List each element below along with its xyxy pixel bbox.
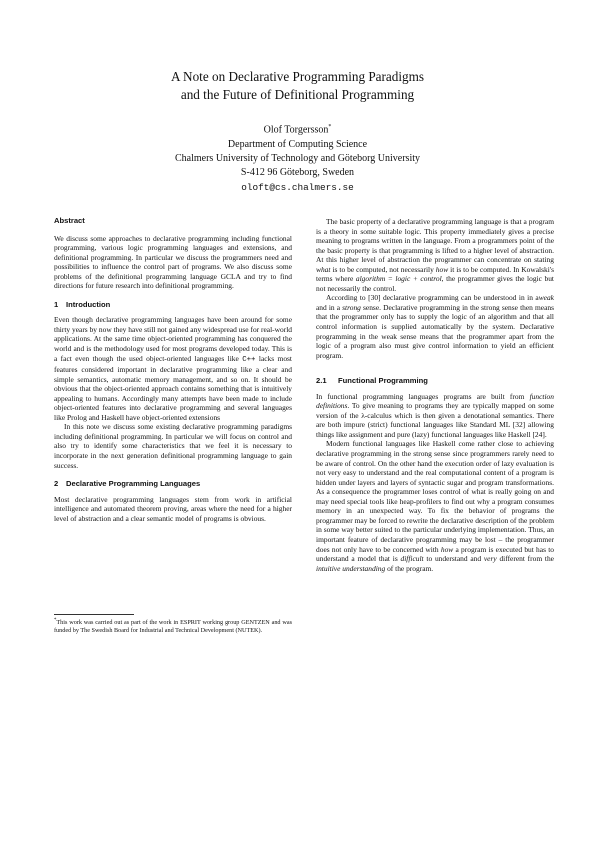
text-run: According to [30] declarative programming can be understood in in a: [326, 293, 539, 303]
footnote-text: This work was carried out as part of the work in ESPRIT working group GENTZEN and was funded by The Swedish Board for Industrial and Technical Development (NUTEK).: [54, 619, 292, 634]
left-column: [54, 216, 292, 523]
emphasis-strong: strong: [342, 302, 361, 312]
text-run: In functional programming languages programs are built from: [316, 391, 530, 401]
author-block: [0, 120, 595, 195]
section-2-1-number: 2.1: [316, 376, 327, 386]
title-line-1: A Note on Declarative Programming Paradigms: [170, 69, 425, 84]
section-2-title: Declarative Programming Languages: [66, 479, 201, 489]
formula: algorithm = logic + control: [355, 274, 442, 284]
section-1-paragraph-2: In this note we discuss some existing declarative programming paradigms including definitional programming. In particular we will focus on control and also try to identify some characteristics that we feel it is necessary to incorporate in the next generation definitional programming language to gain success.: [54, 422, 292, 470]
section-2-paragraph-2: [316, 217, 554, 293]
footnote-mark: *: [54, 618, 57, 623]
author-city: S-412 96 Göteborg, Sweden: [240, 167, 355, 179]
text-run: and in a: [316, 302, 343, 312]
text-run: to understand and: [423, 554, 484, 564]
emphasis-difficult: difficult: [400, 554, 424, 564]
code-cpp: C++: [242, 355, 256, 364]
section-2-1-heading: [316, 376, 554, 386]
emphasis-how: how: [440, 544, 454, 554]
emphasis-intuitive-understanding: intuitive understanding: [316, 563, 386, 573]
author-email: oloft@cs.chalmers.se: [241, 181, 354, 193]
text-run: lacks most features considered important in declarative programming like a clear and simple semantics, automatic memory management, and so on. It should be obvious that the object-oriented approach contains something that is intuitively appealing to humans. Accordingly many attempts have been made to include object-oriented features into declarative programming and several languages like Prolog and Haskell have object-oriented extensions: [54, 353, 293, 422]
text-run: Modern functional languages like Haskell come rather close to achieving declarative programming in the strong sense since programmers rarely need to be aware of control. On the other hand the execution order of lazy evaluation is not very easy to understand and the real computational content of a program is hidden under layers and layers of syntactic sugar and program transformations. As a consequence the programmer loses control of what is really going on and may need special tools like heap-profilers to find out why a program consumes memory in an unexpected way. To fix the behavior of programs the programmer may be forced to rewrite the declarative description of the problem in some way better suited to the particular underlying implementation. Thus, an important feature of declarative programming may be lost – the programmer does not only have to be concerned with: [316, 439, 554, 554]
author-name: Olof Torgersson: [263, 124, 329, 136]
section-2-1-title: Functional Programming: [338, 376, 428, 386]
text-run: is to be computed, not necessarily: [330, 264, 436, 274]
author-footnote-mark: *: [328, 124, 332, 130]
footnote-rule: [54, 614, 134, 615]
text-run: Even though declarative programming languages have been around for some thirty years by now they have still not gained any widespread use for real-world applications. At the same time object-oriented programming has conquered the world and is the methodology used for most programs developed today. This is a fact even though the used object-oriented languages like: [54, 315, 292, 363]
text-run: different from the: [496, 554, 554, 564]
author-name-line: [0, 120, 595, 138]
abstract-text: We discuss some approaches to declarative programming including functional programming, various logic programming languages and extensions, and definitional programming. In particular we discuss the programmers need and possibilities to influence the control part of programs. We also discuss some problems of the definitional programming language GCLA and try to find directions for future research into definitional programming.: [54, 233, 292, 291]
emphasis-very: very: [483, 554, 497, 564]
text-run: , the programmer gives the logic but not necessarily the control.: [316, 274, 554, 293]
text-run: sense. Declarative programming in the strong sense then means that the programmer only has to supply the logic of an algorithm and that all control information is supplied automatically by the system. Declarative programming in the weak sense means that the programmer apart from the logic of a program also must give control information to yield an efficient program.: [316, 302, 554, 360]
text-run: The basic property of a declarative programming language is that a program is a theory in some suitable logic. This property immediately gives a precise meaning to programs written in the language. From a programmers point of the the basic property is that programming is lifted to a higher level of abstraction. At this higher level of abstraction the programmer can concentrate on stating: [316, 217, 554, 265]
section-2-1-paragraph-1: [316, 392, 554, 440]
title-line-2: and the Future of Definitional Programming: [180, 87, 415, 102]
text-run: of the program.: [385, 563, 434, 573]
section-2-paragraph-1: Most declarative programming languages stem from work in artificial intelligence and automated theorem proving, areas where the need for a higher level of abstraction and a clear semantic model of programs is obvious.: [54, 494, 292, 523]
text-run: it is to be computed. In Kowalski's terms where: [316, 264, 554, 284]
emphasis-what: what: [316, 264, 331, 274]
section-2-number: 2: [54, 479, 59, 489]
text-run: a program is executed but has to understand a model that is: [316, 544, 554, 564]
section-1-heading: [54, 300, 292, 310]
author-university: Chalmers University of Technology and Göteborg University: [175, 152, 420, 164]
section-1-paragraph-1: [54, 315, 292, 422]
right-column: [316, 217, 554, 573]
paper-title: [0, 68, 595, 104]
footnote: [54, 617, 292, 634]
emphasis-function-definitions: function definitions: [316, 391, 554, 411]
emphasis-how: how: [435, 264, 449, 274]
section-2-paragraph-3: [316, 293, 554, 360]
text-run: . To give meaning to programs they are typically mapped on some version of the λ-calculus which is then given a denotational semantics. There are both impure (strict) functional languages like Standard ML [32] allowing things like assignment and pure (lazy) functional languages like Haskell [24].: [316, 401, 554, 439]
section-2-1-paragraph-2: [316, 439, 554, 573]
section-1-title: Introduction: [66, 299, 111, 309]
section-1-number: 1: [54, 299, 59, 309]
section-2-heading: [54, 479, 292, 489]
author-department: Department of Computing Science: [227, 138, 368, 150]
abstract-heading: Abstract: [54, 216, 85, 225]
emphasis-weak: weak: [538, 293, 554, 303]
